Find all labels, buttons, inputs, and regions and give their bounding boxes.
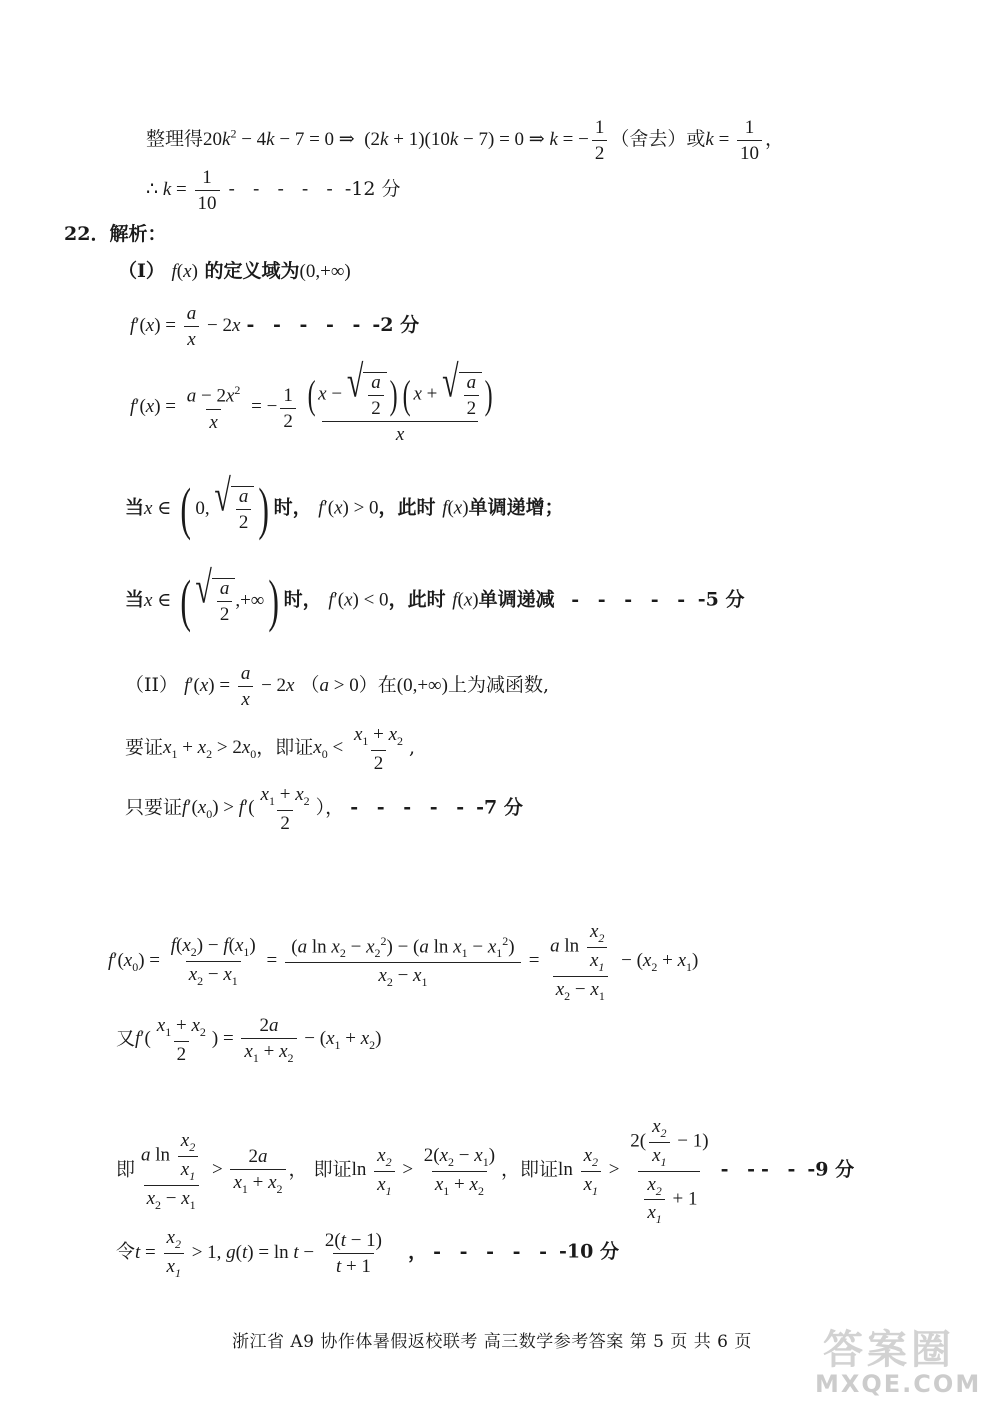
prove-mid: ，即证 [256,736,314,759]
comma: ， [765,127,785,150]
score-dashes: - - - - - [571,588,692,611]
score-dashes: - - - - - [246,313,367,336]
decreasing-result: 单调递减 [478,588,555,611]
line-prove2: 只要证$f'(x_0) > f'$( $\frac{x_1 + x_2}{2}$ ）， - - - - - -7 分 [125,784,523,834]
watermark [815,1318,995,1410]
line-k-result [146,168,401,213]
let-prefix: 令 [116,1240,136,1263]
question-22-title: 22．解析： [64,223,167,245]
score-5: -5 分 [697,588,745,611]
increasing-result: 单调递增； [468,496,564,519]
page-footer: 浙江省 A9 协作体暑假返校联考 高三数学参考答案 第 5 页 共 6 页 [232,1332,752,1352]
part1-label: （I） [118,260,165,282]
line-ie: 即 a ln $\frac{x_2}{x_1}$ $x_2 - x_1$ > $\frac{2a}{x_1 + x_2}$ ， 即证ln $\frac{x_2}{x_1}$ > $\frac{2(x_2 - x_1)}{x_1 + x_2}$ ，即证ln $\frac{x_2}{x_1}$ > 2( $\frac{x_2}{x_1}$ − 1) $\frac{x_2}{x_1}$ + 1 - -- - -9 分 [116,1116,855,1227]
line-part2: （II） f′(x) = $\frac{a}{x}$ − 2x （a > 0）在(0,+∞)上为减函数, [125,663,549,710]
derivative-formula: f′(x) = $\frac{a}{x}$ − 2x [130,303,241,350]
k-result: ∴ k = $\frac{1}{10}$ [146,179,223,200]
now-word: ，此时 [378,496,436,519]
line-decreasing: 当x ∈ ( √ $\frac{a}{2}$ ,+∞) 时， f′(x) < 0，此时 f(x)单调递减 - - - - - -5 分 [125,563,745,633]
ie-mid1: ， 即证 [288,1158,352,1181]
prove2-prefix: 只要证 [125,796,183,819]
part2-interval: (0,+∞) [396,674,448,696]
score-dashes: - -- - [720,1158,802,1181]
line-derivative-factored [130,357,501,445]
score-9: -9 分 [807,1158,855,1181]
solve-prefix: 整理得 [146,127,204,150]
prove2-end: ）， [315,796,345,819]
discard-note: （舍去） [610,127,687,150]
prove-end: , [409,736,416,759]
part1-domain: （I） f(x) 的定义域为(0,+∞) [118,260,351,282]
score-dashes: - - - - - [350,796,471,819]
line-fx0-expansion [108,922,698,1001]
when-word: 当 [125,588,145,611]
also-prefix: 又 [116,1027,136,1050]
shi-word: 时， [273,496,312,519]
cond-open: （ [300,673,320,696]
let-mid: ，- - - - - [408,1240,553,1263]
equation-quadratic: $20k^2 - 4k - 7 = 0$ ⇒ (2k + 1)(10k − 7) = 0 ⇒ k = − $\frac{1}{2}$ [203,129,610,150]
domain-interval: (0,+∞) [299,261,351,282]
line-also: 又f′( $\frac{x_1 + x_2}{2}$ ) = $\frac{2a}{x_1 + x_2}$ − $(x_1 + x_2)$ [116,1015,382,1065]
derivative-factored: f′(x) = $\frac{a - 2x^2}{x}$ = − $\frac{1}{2}$ ( x − √ $\frac{a}{2}$ ) ( x + √ $\frac{a}{2}$ ) x [130,357,493,445]
line-prove1: 要证$x_1 + x_2 > 2x_0$，即证$x_0$ < $\frac{x_1 + x_2}{2}$ , [125,724,416,774]
cond-close: ）在 [358,673,397,696]
score-dashes: - - - - - [228,177,339,200]
ie-mid2: ，即证 [501,1158,559,1181]
ie-prefix: 即 [116,1158,136,1181]
now-word: ，此时 [388,588,446,611]
watermark-logo: 答案圈 [823,1327,955,1373]
shi-word: 时， [283,588,322,611]
when-word: 当 [125,496,145,519]
domain-text: 的定义域为 [204,260,300,282]
line-let: 令t = $\frac{x_2}{x_1}$ > 1, g(t) = ln t − $\frac{2(t - 1)}{t + 1}$ ，- - - - - -10 分 [116,1227,619,1280]
score-12: -12 分 [344,177,401,200]
line-increasing: 当x ∈ ( 0, √ $\frac{a}{2}$ ) 时， f′(x) > 0，此时 f(x)单调递增； [125,471,564,541]
or-word: 或 [686,127,706,150]
part2-label: （II） [125,673,179,696]
fx0-formula: $f'(x_0)$ = $\frac{f(x_2) - f(x_1)}{x_2 - x_1}$ = $\frac{(a \ln x_2 - x_2^2) - (a \ln x_1 - x_1^2)}{x_2 - x_1}$ = a ln $\frac{x_2}{x_1}$ $x_2 - x_1$ − $(x_2 + x_1)$ [108,921,699,1003]
prove-prefix: 要证 [125,736,164,759]
watermark-url: MXQE.COM [815,1370,982,1398]
line-solve-k: 整理得$20k^2 - 4k - 7 = 0$ ⇒ (2k + 1)(10k − 7) = 0 ⇒ k = − $\frac{1}{2}$ （舍去）或k = $\frac{1}{10}$ ， [146,117,785,164]
decreasing-function: 上为减函数, [447,673,549,696]
score-10: -10 分 [559,1240,619,1263]
score-2: -2 分 [372,313,420,336]
score-7: -7 分 [476,796,523,819]
line-derivative [130,304,419,349]
